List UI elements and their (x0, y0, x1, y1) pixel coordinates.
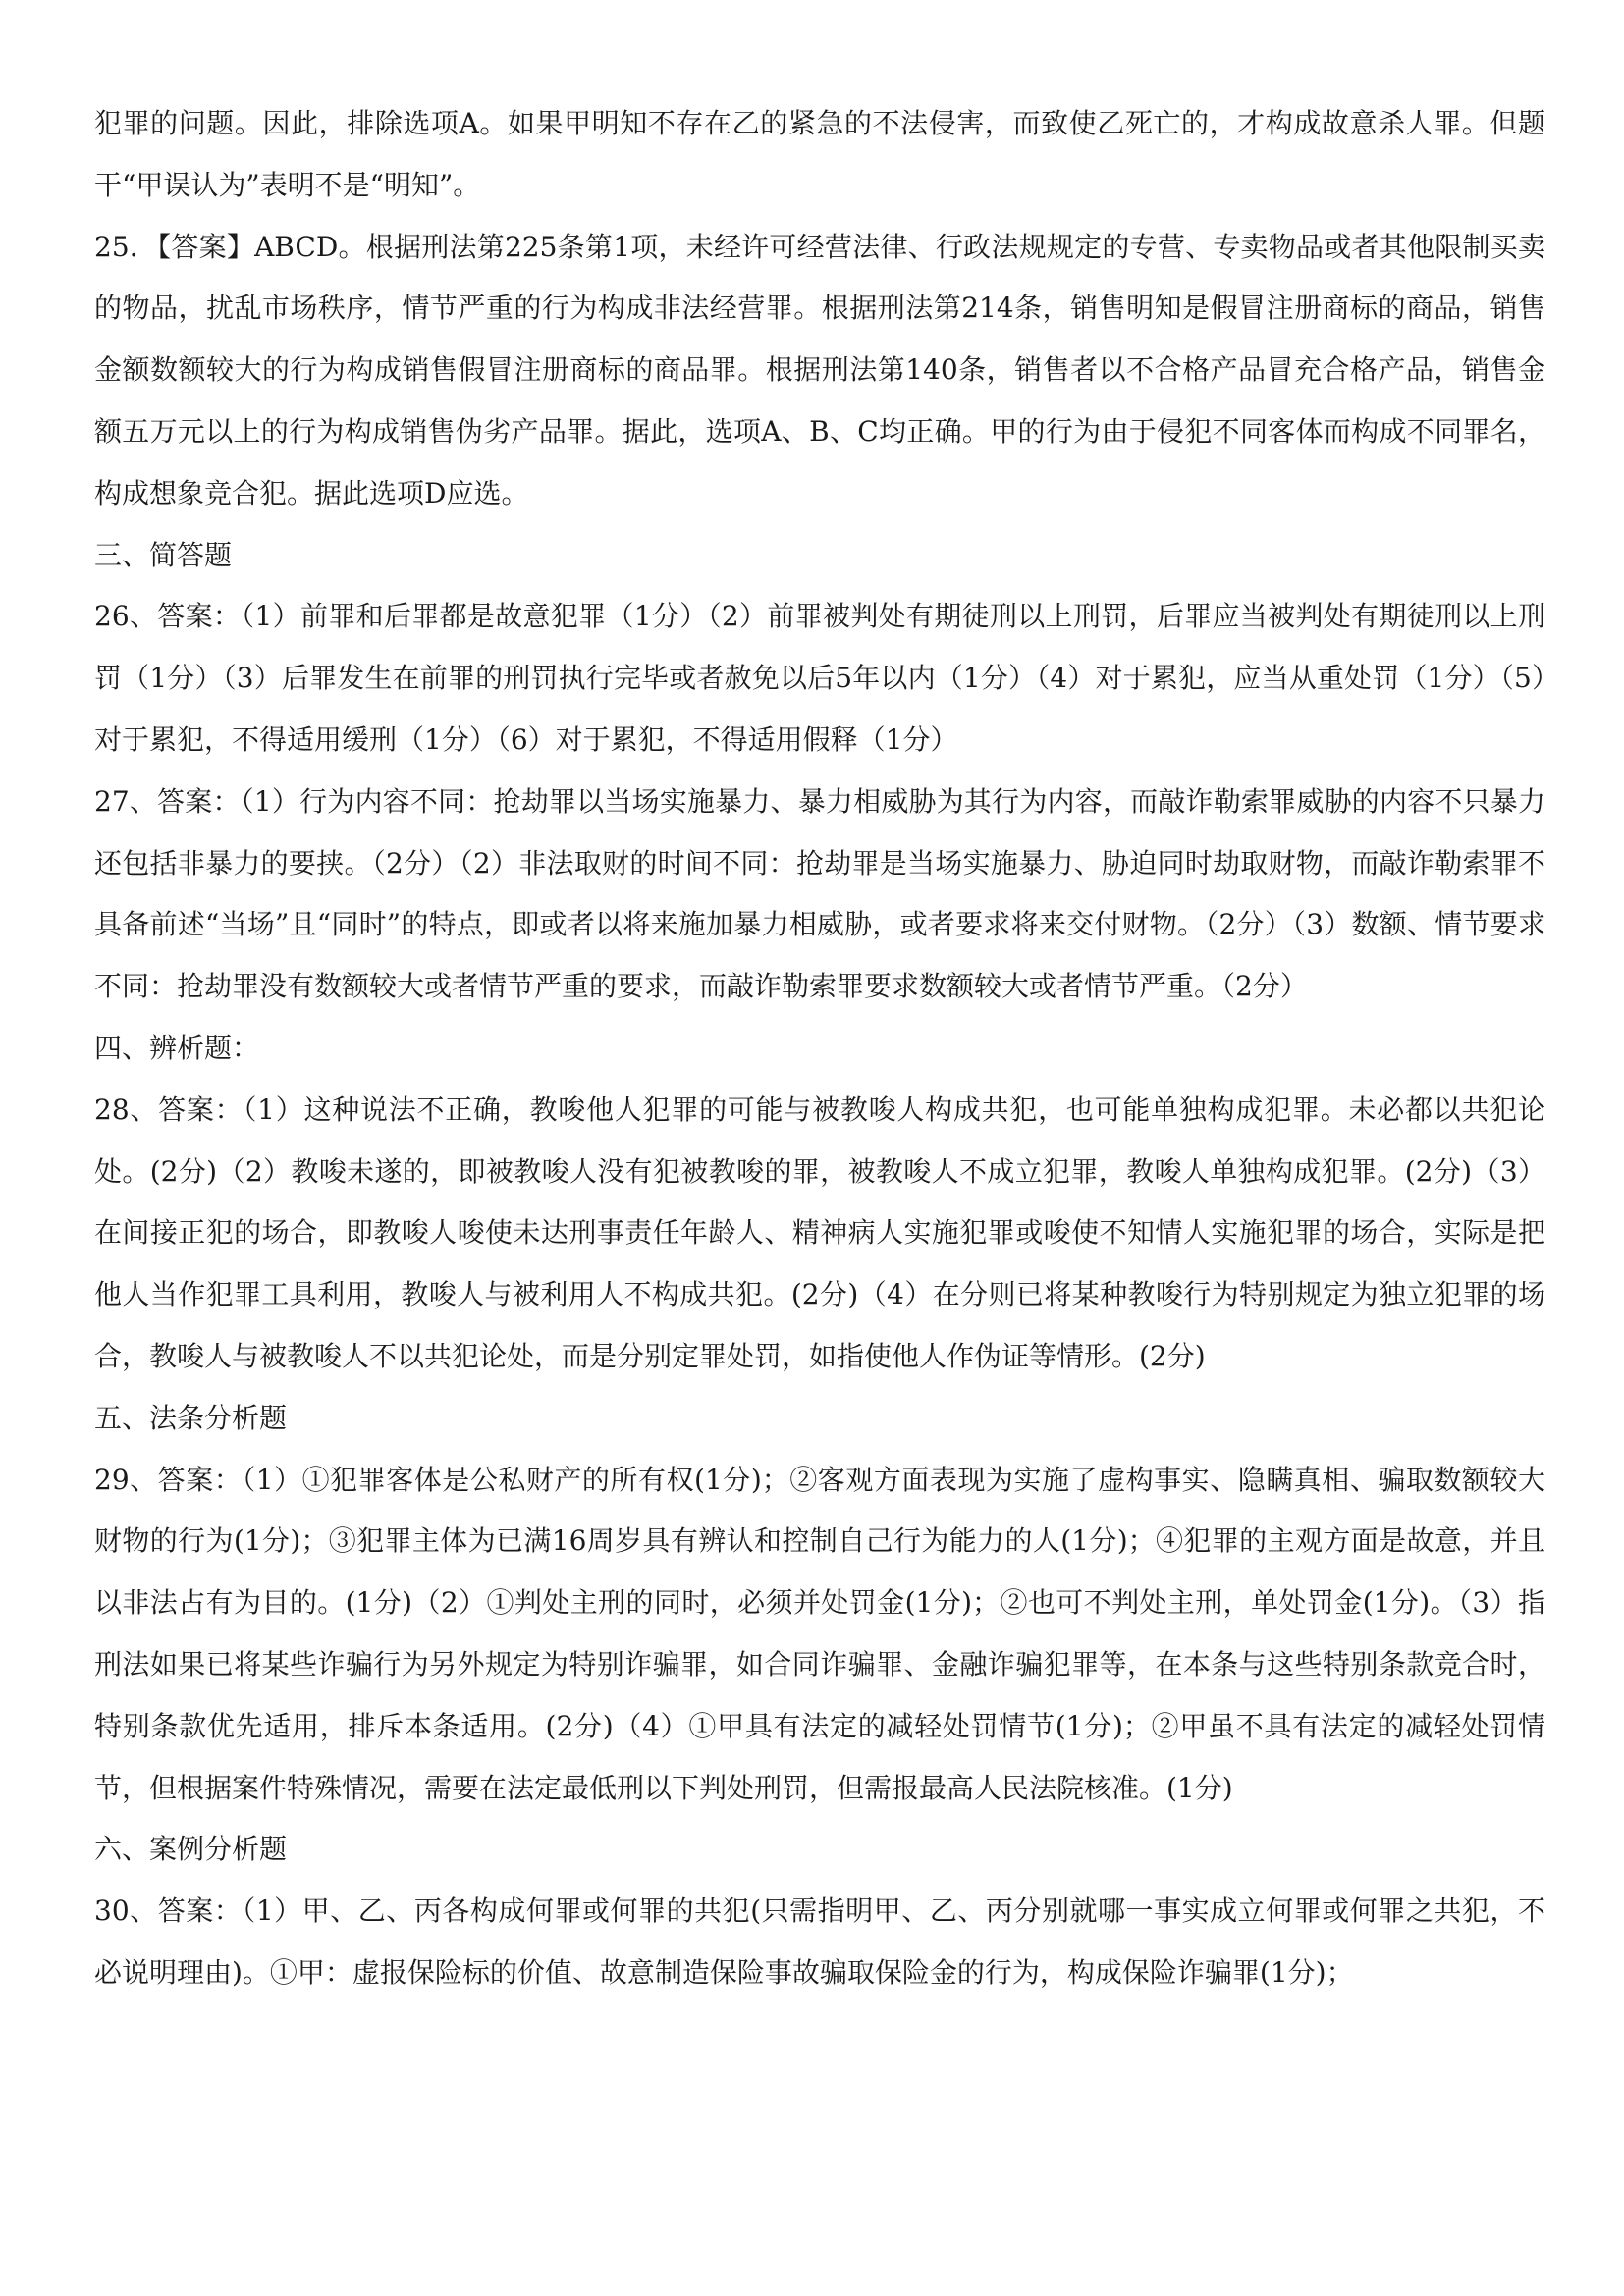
paragraph-q28-answer: 28、答案：（1）这种说法不正确，教唆他人犯罪的可能与被教唆人构成共犯，也可能单独构成犯罪。未必都以共犯论处。(2分)（2）教唆未遂的，即被教唆人没有犯被教唆的罪，被教唆人不成立犯罪，教唆人单独构成犯罪。(2分)（3）在间接正犯的场合，即教唆人唆使未达刑事责任年龄人、精神病人实施犯罪或唆使不知情人实施犯罪的场合，实际是把他人当作犯罪工具利用，教唆人与被利用人不构成共犯。(2分)（4）在分则已将某种教唆行为特别规定为独立犯罪的场合，教唆人与被教唆人不以共犯论处，而是分别定罪处罚，如指使他人作伪证等情形。(2分) (94, 1093, 1545, 1372)
document-page (94, 93, 1545, 2004)
section-heading-short-answer: 三、简答题 (94, 538, 233, 571)
paragraph-q27-answer: 27、答案：（1）行为内容不同：抢劫罪以当场实施暴力、暴力相威胁为其行为内容，而敲诈勒索罪威胁的内容不只暴力还包括非暴力的要挟。（2分）（2）非法取财的时间不同：抢劫罪是当场实施暴力、胁迫同时劫取财物，而敲诈勒索罪不具备前述“当场”且“同时”的特点，即或者以将来施加暴力相威胁，或者要求将来交付财物。（2分）（3）数额、情节要求不同：抢劫罪没有数额较大或者情节严重的要求，而敲诈勒索罪要求数额较大或者情节严重。（2分） (94, 784, 1545, 1003)
section-heading-statute-analysis: 五、法条分析题 (94, 1401, 288, 1434)
section-heading-analysis: 四、辨析题： (94, 1031, 260, 1064)
section-heading-case-analysis: 六、案例分析题 (94, 1833, 288, 1866)
paragraph-q25-answer: 25．【答案】ABCD。根据刑法第225条第1项，未经许可经营法律、行政法规规定的专营、专卖物品或者其他限制买卖的物品，扰乱市场秩序，情节严重的行为构成非法经营罪。根据刑法第214条，销售明知是假冒注册商标的商品，销售金额数额较大的行为构成销售假冒注册商标的商品罪。根据刑法第140条，销售者以不合格产品冒充合格产品，销售金额五万元以上的行为构成销售伪劣产品罪。据此，选项A、B、C均正确。甲的行为由于侵犯不同客体而构成不同罪名，构成想象竞合犯。据此选项D应选。 (94, 230, 1545, 509)
paragraph-q24-continued: 犯罪的问题。因此，排除选项A。如果甲明知不存在乙的紧急的不法侵害，而致使乙死亡的，才构成故意杀人罪。但题干“甲误认为”表明不是“明知”。 (94, 107, 1545, 201)
paragraph-q26-answer: 26、答案：（1）前罪和后罪都是故意犯罪（1分）（2）前罪被判处有期徒刑以上刑罚，后罪应当被判处有期徒刑以上刑罚（1分）（3）后罪发生在前罪的刑罚执行完毕或者赦免以后5年以内（1分）（4）对于累犯，应当从重处罚（1分）（5）对于累犯，不得适用缓刑（1分）（6）对于累犯，不得适用假释（1分） (94, 600, 1545, 756)
paragraph-q30-answer: 30、答案：（1）甲、乙、丙各构成何罪或何罪的共犯(只需指明甲、乙、丙分别就哪一事实成立何罪或何罪之共犯，不必说明理由)。①甲：虚报保险标的价值、故意制造保险事故骗取保险金的行为，构成保险诈骗罪(1分)； (94, 1895, 1545, 1989)
paragraph-q29-answer: 29、答案：（1）①犯罪客体是公私财产的所有权(1分)；②客观方面表现为实施了虚构事实、隐瞒真相、骗取数额较大财物的行为(1分)；③犯罪主体为已满16周岁具有辨认和控制自己行为能力的人(1分)；④犯罪的主观方面是故意，并且以非法占有为目的。(1分)（2）①判处主刑的同时，必须并处罚金(1分)；②也可不判处主刑，单处罚金(1分)。（3）指刑法如果已将某些诈骗行为另外规定为特别诈骗罪，如合同诈骗罪、金融诈骗犯罪等，在本条与这些特别条款竞合时，特别条款优先适用，排斥本条适用。(2分)（4）①甲具有法定的减轻处罚情节(1分)；②甲虽不具有法定的减轻处罚情节，但根据案件特殊情况，需要在法定最低刑以下判处刑罚，但需报最高人民法院核准。(1分) (94, 1463, 1545, 1804)
